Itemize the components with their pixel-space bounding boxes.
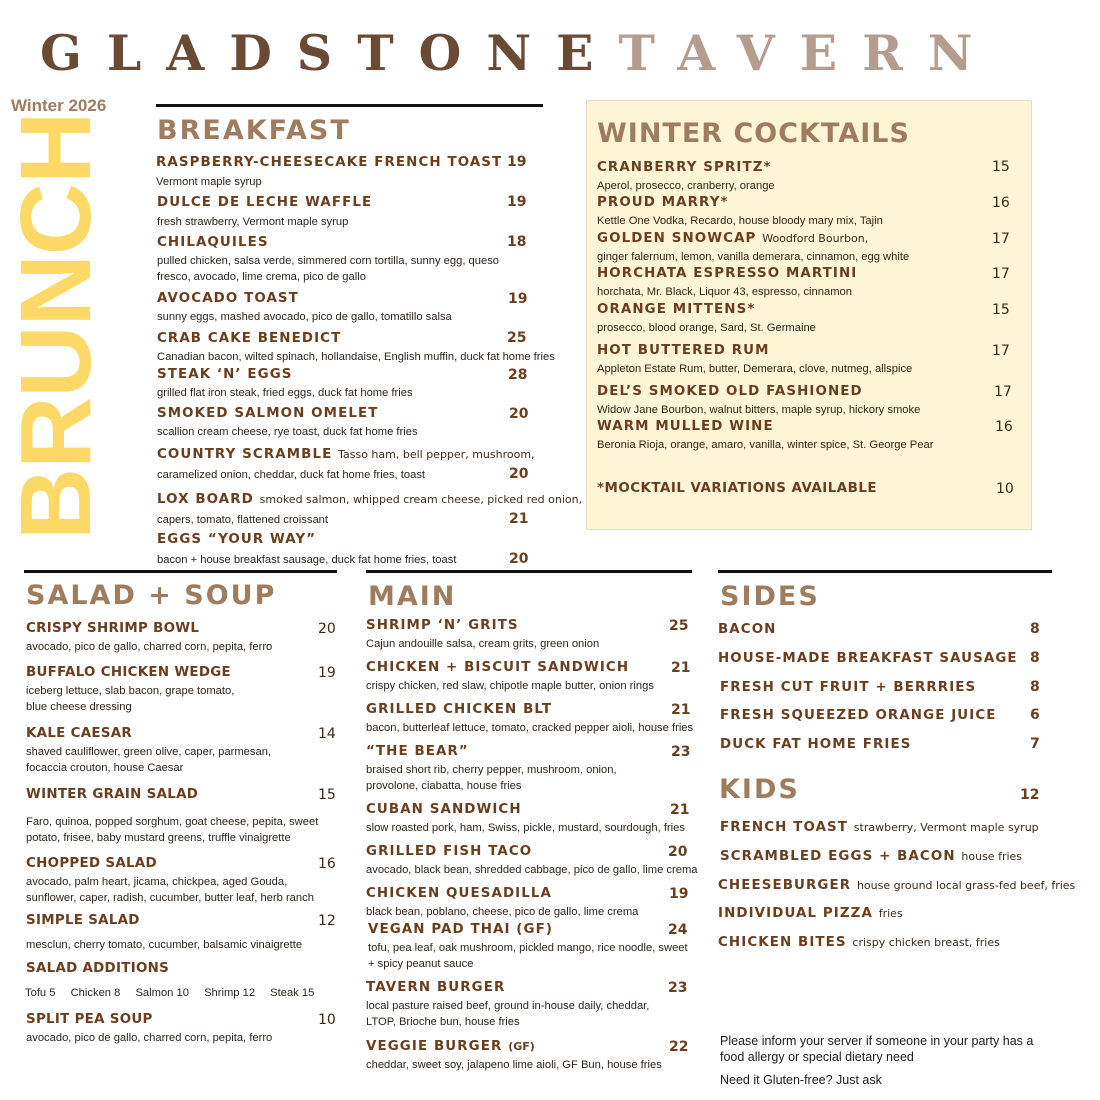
salad-additions-heading: SALAD ADDITIONS: [26, 961, 170, 976]
menu-item-price: 21: [671, 702, 691, 718]
cocktail-price: 16: [995, 419, 1013, 435]
menu-item-desc: Vermont maple syrup: [156, 176, 262, 188]
menu-item-name: RASPBERRY-CHEESECAKE FRENCH TOAST: [156, 155, 503, 170]
side-item-name: FRESH SQUEEZED ORANGE JUICE: [720, 708, 997, 723]
cocktail-desc: Appleton Estate Rum, butter, Demerara, clove, nutmeg, allspice: [597, 363, 913, 375]
salad-rule: [24, 570, 337, 573]
menu-item-name: STEAK ‘N’ EGGS: [157, 367, 293, 382]
sides-rule: [718, 570, 1052, 573]
menu-item-price: 28: [508, 367, 528, 383]
menu-item-price: 19: [508, 291, 528, 307]
cocktails-heading: WINTER COCKTAILS: [597, 118, 910, 149]
cocktail-name: ORANGE MITTENS*: [597, 302, 756, 317]
cocktail-price: 17: [992, 231, 1010, 247]
menu-item-name: CUBAN SANDWICH: [366, 802, 522, 817]
menu-item-desc: avocado, pico de gallo, charred corn, pepita, ferro: [26, 641, 273, 653]
menu-item-name: DULCE DE LECHE WAFFLE: [157, 195, 373, 210]
menu-item-desc: black bean, poblano, cheese, pico de gallo, lime crema: [366, 906, 639, 918]
cocktail-desc: ginger falernum, lemon, vanilla demerara, cinnamon, egg white: [597, 251, 910, 263]
side-item-price: 8: [1030, 650, 1040, 666]
menu-item-name: CRISPY SHRIMP BOWL: [26, 621, 200, 636]
menu-item-name: WINTER GRAIN SALAD: [26, 787, 199, 802]
sides-heading: SIDES: [720, 581, 820, 612]
menu-item-price: 19: [507, 194, 527, 210]
kids-price: 12: [1020, 787, 1040, 803]
menu-item-name: CHICKEN QUESADILLA: [366, 886, 552, 901]
salad-additions-list: [25, 987, 326, 999]
menu-item-price: 19: [507, 154, 527, 170]
menu-item-price: 14: [318, 726, 336, 742]
kids-item-title: FRENCH TOAST: [720, 820, 849, 835]
cocktail-desc: Aperol, prosecco, cranberry, orange: [597, 180, 775, 192]
kids-item-desc: strawberry, Vermont maple syrup: [853, 821, 1039, 834]
menu-item-name: [366, 1038, 535, 1055]
kids-item: [720, 819, 1039, 836]
menu-item-title: VEGGIE BURGER: [366, 1039, 503, 1054]
salad-heading: SALAD + SOUP: [26, 580, 277, 611]
breakfast-rule: [156, 104, 543, 107]
gluten-free-note: Need it Gluten-free? Just ask: [720, 1073, 882, 1087]
addition-item: Chicken 8: [70, 987, 121, 999]
menu-item-name: [157, 446, 535, 463]
cocktail-name: CRANBERRY SPRITZ*: [597, 160, 772, 175]
menu-item-price: 20: [668, 844, 688, 860]
menu-item-price: 15: [318, 787, 336, 803]
kids-item-desc: crispy chicken breast, fries: [852, 936, 1000, 949]
menu-item-desc: Canadian bacon, wilted spinach, hollandaise, English muffin, duck fat home fries: [157, 351, 555, 363]
menu-item-inline-desc: smoked salmon, whipped cream cheese, picked red onion,: [259, 493, 583, 506]
cocktail-name: WARM MULLED WINE: [597, 419, 774, 434]
kids-item-title: CHEESEBURGER: [718, 878, 852, 893]
menu-item-price: 23: [671, 744, 691, 760]
breakfast-heading: BREAKFAST: [157, 115, 351, 146]
kids-item-desc: fries: [878, 907, 903, 920]
menu-item-desc: cheddar, sweet soy, jalapeno lime aioli, GF Bun, house fries: [366, 1059, 662, 1071]
menu-item-desc: scallion cream cheese, rye toast, duck fat home fries: [157, 426, 418, 438]
menu-item-desc: braised short rib, cherry pepper, mushroom, onion, provolone, ciabatta, house fries: [366, 764, 617, 792]
menu-item-price: 20: [509, 466, 529, 482]
cocktail-price: 15: [992, 159, 1010, 175]
cocktail-name: DEL’S SMOKED OLD FASHIONED: [597, 384, 863, 399]
cocktail-price: 17: [994, 384, 1012, 400]
menu-item-desc: pulled chicken, salsa verde, simmered corn tortilla, sunny egg, queso fresco, avocado, lime crema, pico de gallo: [157, 255, 500, 283]
menu-item-name: CHILAQUILES: [157, 235, 269, 250]
cocktail-desc: prosecco, blood orange, Sard, St. Germaine: [597, 322, 816, 334]
menu-item-desc: avocado, black bean, shredded cabbage, pico de gallo, lime crema: [366, 864, 698, 876]
kids-item-title: CHICKEN BITES: [718, 935, 847, 950]
menu-item-desc: iceberg lettuce, slab bacon, grape tomato, blue cheese dressing: [26, 685, 235, 713]
menu-item-desc: bacon + house breakfast sausage, duck fat home fries, toast: [157, 554, 457, 566]
menu-item-price: 20: [509, 406, 529, 422]
menu-item-name: SIMPLE SALAD: [26, 913, 140, 928]
menu-item-price: 21: [670, 802, 690, 818]
menu-item-price: 20: [509, 551, 529, 567]
cocktail-desc: Widow Jane Bourbon, walnut bitters, maple syrup, hickory smoke: [597, 404, 921, 416]
menu-item-price: 21: [671, 660, 691, 676]
menu-item-name: GRILLED CHICKEN BLT: [366, 702, 553, 717]
menu-item-price: 24: [668, 922, 688, 938]
cocktail-inline-desc: Woodford Bourbon,: [762, 232, 869, 245]
menu-item-desc: grilled flat iron steak, fried eggs, duck fat home fries: [157, 387, 413, 399]
kids-item: [720, 848, 1022, 865]
addition-item: Salmon 10: [135, 987, 189, 999]
cocktail-price: 17: [992, 343, 1010, 359]
menu-item-price: 19: [669, 886, 689, 902]
menu-item-desc: fresh strawberry, Vermont maple syrup: [157, 216, 349, 228]
menu-item-name: EGGS “YOUR WAY”: [157, 532, 317, 547]
side-item-price: 7: [1030, 736, 1040, 752]
cocktail-name: HORCHATA ESPRESSO MARTINI: [597, 266, 858, 281]
main-rule: [366, 570, 692, 573]
menu-item-name: “THE BEAR”: [366, 744, 469, 759]
menu-item-title: COUNTRY SCRAMBLE: [157, 447, 333, 462]
cocktail-desc: Kettle One Vodka, Recardo, house bloody mary mix, Tajin: [597, 215, 883, 227]
menu-item-desc: shaved cauliflower, green olive, caper, parmesan, focaccia crouton, house Caesar: [26, 746, 272, 774]
menu-item-desc: mesclun, cherry tomato, cucumber, balsamic vinaigrette: [26, 939, 303, 951]
side-item-name: HOUSE-MADE BREAKFAST SAUSAGE: [718, 651, 1018, 666]
side-item-name: DUCK FAT HOME FRIES: [720, 737, 912, 752]
menu-item-desc: Faro, quinoa, popped sorghum, goat cheese, pepita, sweet potato, frisee, baby mustard greens, truffle vinaigrette: [26, 816, 319, 844]
menu-item-name: SHRIMP ‘N’ GRITS: [366, 618, 519, 633]
main-heading: MAIN: [368, 581, 457, 612]
cocktail-name: PROUD MARRY*: [597, 195, 729, 210]
brunch-side-label: BRUNCH: [0, 112, 112, 540]
kids-item-desc: house fries: [961, 850, 1023, 863]
menu-item-price: 25: [669, 618, 689, 634]
cocktail-name: HOT BUTTERED RUM: [597, 343, 770, 358]
menu-item-price: 23: [668, 980, 688, 996]
kids-item: [718, 934, 1000, 951]
menu-item-name: [157, 491, 582, 508]
menu-item-desc: avocado, pico de gallo, charred corn, pepita, ferro: [26, 1032, 273, 1044]
menu-item-name: TAVERN BURGER: [366, 980, 506, 995]
menu-item-desc: tofu, pea leaf, oak mushroom, pickled mango, rice noodle, sweet + spicy peanut sauce: [368, 942, 688, 970]
cocktail-name: [597, 230, 868, 247]
menu-item-name: VEGAN PAD THAI (GF): [368, 922, 554, 937]
cocktail-price: 16: [992, 195, 1010, 211]
cocktail-price: 15: [992, 302, 1010, 318]
menu-item-price: 21: [509, 511, 529, 527]
menu-item-desc: slow roasted pork, ham, Swiss, pickle, mustard, sourdough, fries: [366, 822, 685, 834]
cocktail-title: GOLDEN SNOWCAP: [597, 231, 757, 246]
addition-item: Steak 15: [270, 987, 315, 999]
menu-item-desc: Cajun andouille salsa, cream grits, green onion: [366, 638, 600, 650]
cocktail-desc: horchata, Mr. Black, Liquor 43, espresso, cinnamon: [597, 286, 852, 298]
side-item-price: 6: [1030, 707, 1040, 723]
allergy-note: Please inform your server if someone in your party has a food allergy or special dietary need: [720, 1034, 1034, 1064]
menu-item-price: 16: [318, 856, 336, 872]
side-item-name: FRESH CUT FRUIT + BERRRIES: [720, 680, 977, 695]
menu-item-name: BUFFALO CHICKEN WEDGE: [26, 665, 232, 680]
menu-item-name: SPLIT PEA SOUP: [26, 1012, 153, 1027]
title-part-gladstone: GLADSTONE: [40, 24, 619, 82]
menu-item-desc: local pasture raised beef, ground in-house daily, cheddar, LTOP, Brioche bun, house fries: [366, 1000, 650, 1028]
addition-item: Shrimp 12: [204, 987, 256, 999]
menu-item-price: 20: [318, 621, 336, 637]
menu-item-price: 25: [507, 330, 527, 346]
kids-item-title: INDIVIDUAL PIZZA: [718, 906, 873, 921]
cocktail-price: 17: [992, 266, 1010, 282]
menu-item-price: 12: [318, 913, 336, 929]
kids-item: [718, 905, 903, 922]
kids-item: [718, 877, 1075, 894]
menu-item-name: CHOPPED SALAD: [26, 856, 157, 871]
menu-item-desc: crispy chicken, red slaw, chipotle maple butter, onion rings: [366, 680, 654, 692]
kids-item-desc: house ground local grass-fed beef, fries: [856, 879, 1076, 892]
menu-item-desc: capers, tomato, flattened croissant: [157, 514, 329, 526]
menu-item-suffix: (GF): [508, 1040, 535, 1053]
title-part-tavern: TAVERN: [618, 24, 998, 82]
menu-item-price: 19: [318, 665, 336, 681]
kids-item-title: SCRAMBLED EGGS + BACON: [720, 849, 956, 864]
mocktail-note: *MOCKTAIL VARIATIONS AVAILABLE: [597, 481, 878, 496]
side-item-name: BACON: [718, 622, 777, 637]
menu-item-inline-desc: Tasso ham, bell pepper, mushroom,: [338, 448, 535, 461]
menu-item-name: AVOCADO TOAST: [157, 291, 299, 306]
kids-heading: KIDS: [719, 774, 800, 805]
menu-item-price: 10: [318, 1012, 336, 1028]
menu-item-price: 22: [669, 1039, 689, 1055]
menu-item-name: CRAB CAKE BENEDICT: [157, 331, 342, 346]
menu-item-desc: caramelized onion, cheddar, duck fat home fries, toast: [157, 469, 426, 481]
menu-item-name: KALE CAESAR: [26, 726, 133, 741]
side-item-price: 8: [1030, 621, 1040, 637]
restaurant-title: [40, 24, 1040, 86]
side-item-price: 8: [1030, 679, 1040, 695]
menu-item-desc: avocado, palm heart, jicama, chickpea, aged Gouda, sunflower, caper, radish, cucumber, butter leaf, herb ranch: [26, 876, 314, 904]
menu-item-name: GRILLED FISH TACO: [366, 844, 533, 859]
menu-item-desc: sunny eggs, mashed avocado, pico de gallo, tomatillo salsa: [157, 311, 452, 323]
menu-item-price: 18: [507, 234, 527, 250]
mocktail-price: 10: [996, 481, 1014, 497]
menu-item-name: SMOKED SALMON OMELET: [157, 406, 379, 421]
addition-item: Tofu 5: [25, 987, 56, 999]
cocktail-desc: Beronia Rioja, orange, amaro, vanilla, winter spice, St. George Pear: [597, 439, 934, 451]
menu-item-desc: bacon, butterleaf lettuce, tomato, cracked pepper aioli, house fries: [366, 722, 694, 734]
menu-item-title: LOX BOARD: [157, 492, 254, 507]
menu-item-name: CHICKEN + BISCUIT SANDWICH: [366, 660, 630, 675]
season-label: Winter 2026: [11, 96, 107, 115]
